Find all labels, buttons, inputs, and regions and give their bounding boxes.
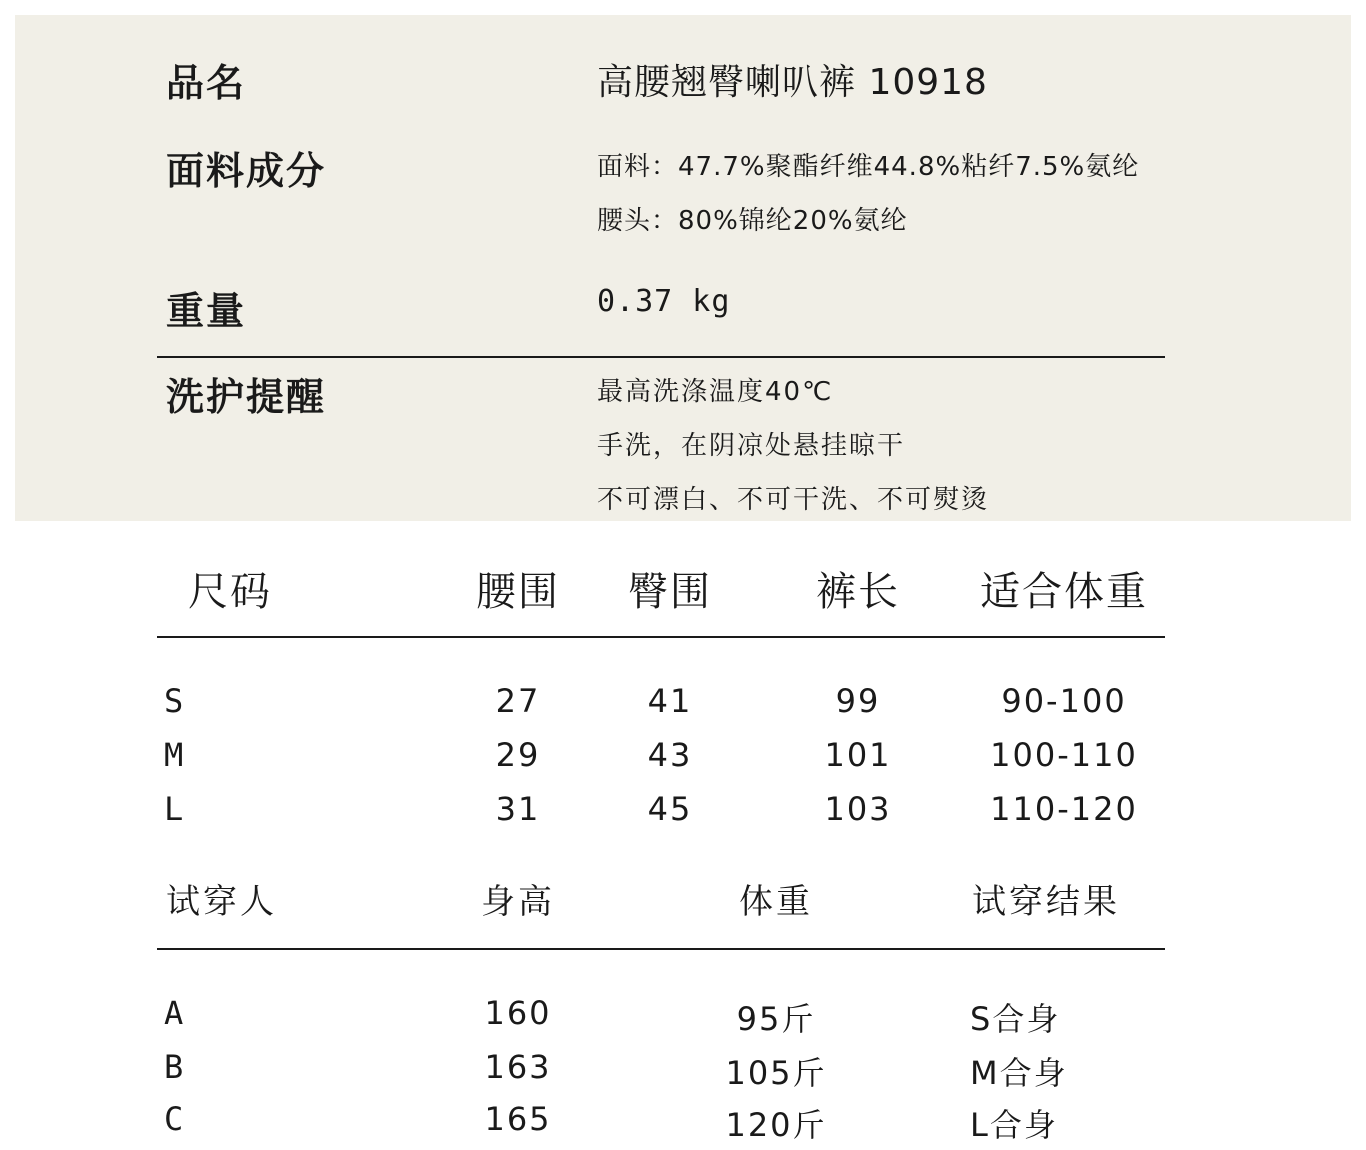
size-header-weight: 适合体重 (980, 569, 1148, 615)
fit-header-result: 试穿结果 (972, 882, 1120, 922)
care-line-3: 不可漂白、不可干洗、不可熨烫 (597, 485, 990, 515)
fit-header-weight: 体重 (739, 882, 813, 922)
weight-value: 0.37 kg (597, 284, 731, 319)
fit-header-height: 身高 (481, 882, 555, 922)
size-row-s-hip: 41 (647, 682, 693, 720)
fit-row-a-height: 160 (484, 994, 552, 1032)
care-label: 洗护提醒 (166, 375, 327, 419)
size-row-s-size: S (164, 682, 186, 720)
size-header-hip: 臀围 (628, 569, 712, 615)
size-header-length: 裤长 (816, 569, 900, 615)
fit-row-c-weight: 120斤 (725, 1106, 827, 1144)
size-row-m-length: 101 (824, 736, 892, 774)
fit-row-a-result: S合身 (970, 1000, 1061, 1038)
size-row-m-waist: 29 (495, 736, 541, 774)
fabric-label: 面料成分 (166, 149, 327, 193)
fit-row-b-tester: B (164, 1048, 186, 1086)
fit-row-c-tester: C (164, 1100, 186, 1138)
fit-row-a-tester: A (164, 994, 186, 1032)
size-row-s-waist: 27 (495, 682, 541, 720)
fit-row-a-weight: 95斤 (736, 1000, 816, 1038)
fabric-line-1: 面料：47.7%聚酯纤维44.8%粘纤7.5%氨纶 (597, 152, 1140, 182)
fit-table-divider (157, 948, 1165, 950)
fit-row-b-height: 163 (484, 1048, 552, 1086)
size-row-s-length: 99 (835, 682, 881, 720)
size-row-l-waist: 31 (495, 790, 541, 828)
fit-row-b-weight: 105斤 (725, 1054, 827, 1092)
size-header-waist: 腰围 (476, 569, 560, 615)
size-row-l-size: L (164, 790, 186, 828)
size-row-l-weight: 110-120 (990, 790, 1138, 828)
fit-row-c-height: 165 (484, 1100, 552, 1138)
care-line-1: 最高洗涤温度40℃ (597, 377, 834, 407)
weight-label: 重量 (166, 289, 247, 333)
size-row-l-hip: 45 (647, 790, 693, 828)
fit-row-b-result: M合身 (970, 1054, 1068, 1092)
fit-row-c-result: L合身 (970, 1106, 1058, 1144)
size-table-divider (157, 636, 1165, 638)
care-divider (157, 356, 1165, 358)
size-row-s-weight: 90-100 (1001, 682, 1127, 720)
product-name-value: 高腰翘臀喇叭裤 10918 (597, 62, 988, 103)
fabric-line-2: 腰头：80%锦纶20%氨纶 (597, 206, 908, 236)
care-line-2: 手洗，在阴凉处悬挂晾干 (597, 431, 906, 461)
size-row-l-length: 103 (824, 790, 892, 828)
size-row-m-size: M (164, 736, 186, 774)
size-row-m-hip: 43 (647, 736, 693, 774)
fit-header-tester: 试穿人 (166, 882, 277, 922)
size-header-size: 尺码 (188, 569, 272, 615)
product-name-label: 品名 (166, 61, 247, 105)
size-row-m-weight: 100-110 (990, 736, 1138, 774)
